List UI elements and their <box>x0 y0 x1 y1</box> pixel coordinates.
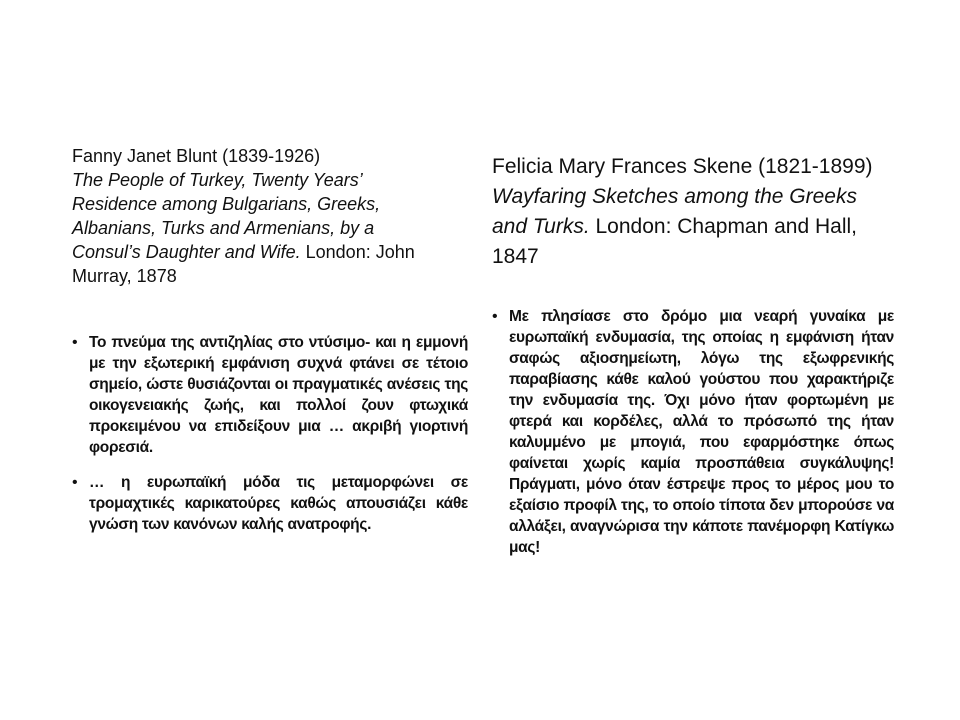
blunt-author: Fanny Janet Blunt (1839-1926) <box>72 146 321 166</box>
skene-quote-1-text: Με πλησίασε στο δρόμο μια νεαρή γυναίκα με ευρωπαϊκή ενδυμασία, της οποίας η εμφάνιση ήταν σαφώς αξιοσημείωτη, λόγω της εξωφρενικής παραβίασης κάθε καλού γούστου που χαρακτήριζε την ενδυμασία της. Όχι μόνο ήταν φορτωμένη με φτερά και κορδέλες, αλλά το πρόσωπό της ήταν καλυμμένο με μπογιά, που εφαρμόστηκε όπως φαίνεται χωρίς καμία προσπάθεια συγκάλυψης! Πράγματι, μόνο όταν έστρεψε προς το μέρος μου το εξαίσιο προφίλ της, το οποίο τίποτα δεν μπορούσε να αλλάξει, αναγνώρισα την κάποτε πανέμορφη Κατίγκω μας! <box>509 308 894 556</box>
blunt-title-line-3: Albanians, Turks and Armenians, by a <box>72 218 375 238</box>
blunt-quote-2 <box>72 472 468 535</box>
skene-quote-1 <box>492 306 894 558</box>
skene-author: Felicia Mary Frances Skene (1821-1899) <box>492 155 873 178</box>
blunt-title-line-4: Consul’s Daughter and Wife. <box>72 242 301 262</box>
skene-title-line-2: and Turks. <box>492 215 590 238</box>
blunt-quote-1-text: Το πνεύμα της αντιζηλίας στο ντύσιμο- και η εμμονή με την εξωτερική εμφάνιση συχνά φτάνει σε τέτοιο σημείο, ώστε θυσιάζονται οι πραγματικές ανέσεις της οικογενειακής ζωής, και πολλοί ζουν φτωχικά προκειμένου να επιδείξουν μια … ακριβή γιορτινή φορεσιά. <box>89 334 468 456</box>
blunt-quotes <box>72 332 468 535</box>
blunt-reference <box>72 144 468 288</box>
blunt-title-line-2: Residence among Bulgarians, Greeks, <box>72 194 381 214</box>
blunt-title-line-1: The People of Turkey, Twenty Years’ <box>72 170 363 190</box>
skene-reference <box>492 152 894 272</box>
blunt-quote-1 <box>72 332 468 458</box>
blunt-publisher-line-2: Murray, 1878 <box>72 266 177 286</box>
bullet-icon: • <box>72 334 78 351</box>
skene-quotes <box>492 306 894 558</box>
bullet-icon: • <box>72 474 78 491</box>
skene-publisher: London: Chapman and Hall, <box>589 215 858 238</box>
skene-title-line-1: Wayfaring Sketches among the Greeks <box>492 185 857 208</box>
skene-publisher-line-2: 1847 <box>492 245 539 268</box>
left-column <box>72 144 468 535</box>
blunt-publisher: London: John <box>300 242 415 262</box>
bullet-icon: • <box>492 308 498 325</box>
blunt-quote-2-text: … η ευρωπαϊκή μόδα τις μεταμορφώνει σε τρομαχτικές καρικατούρες καθώς απουσιάζει κάθε γνώση των κανόνων καλής ανατροφής. <box>89 474 468 533</box>
right-column <box>492 152 894 558</box>
